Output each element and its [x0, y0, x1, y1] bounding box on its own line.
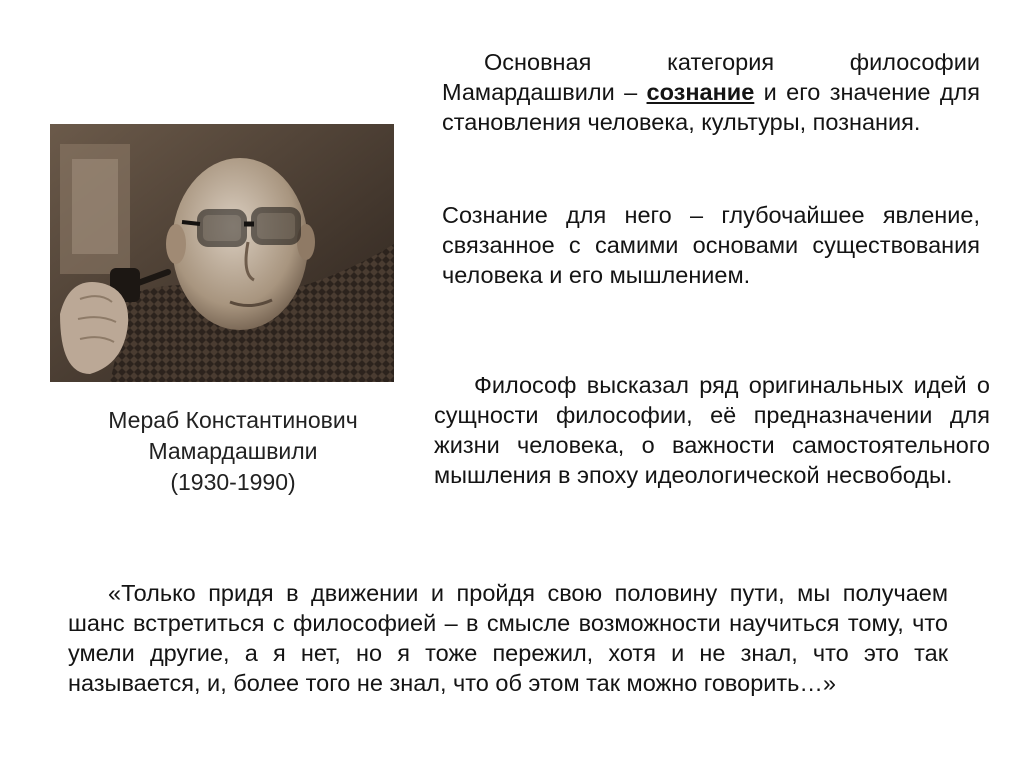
keyword-consciousness: сознание [646, 79, 755, 105]
paragraph-consciousness-definition: Сознание для него – глубочайшее явление, связанное с самими основами существования человека и его мышлением. [442, 202, 980, 288]
caption-surname: Мамардашвили [148, 438, 318, 464]
caption-years: (1930-1990) [170, 469, 296, 495]
paragraph-main-category-after: и его значение для становления человека, культуры, познания. [442, 79, 980, 135]
portrait-photo [50, 124, 394, 382]
caption-name: Мераб Константинович [108, 407, 358, 433]
quote-paragraph: «Только придя в движении и пройдя свою половину пути, мы получаем шанс встретиться с философией – в смысле возможности научиться тому, что умели другие, а я нет, но я тоже пережил, хотя и не знал, что это так называется, и, более того не знал, что об этом так можно говорить…» [68, 580, 948, 696]
paragraph-original-ideas: Философ высказал ряд оригинальных идей о сущности философии, её предназначении для жизни человека, о важности самостоятельного мышления в эпоху идеологической несвободы. [434, 372, 990, 488]
portrait-illustration [50, 124, 394, 382]
paragraph-main-category-before: Основная категория философии Мамардашвили – [442, 49, 980, 105]
paragraph-main-category [442, 47, 980, 137]
portrait-caption [50, 405, 416, 498]
